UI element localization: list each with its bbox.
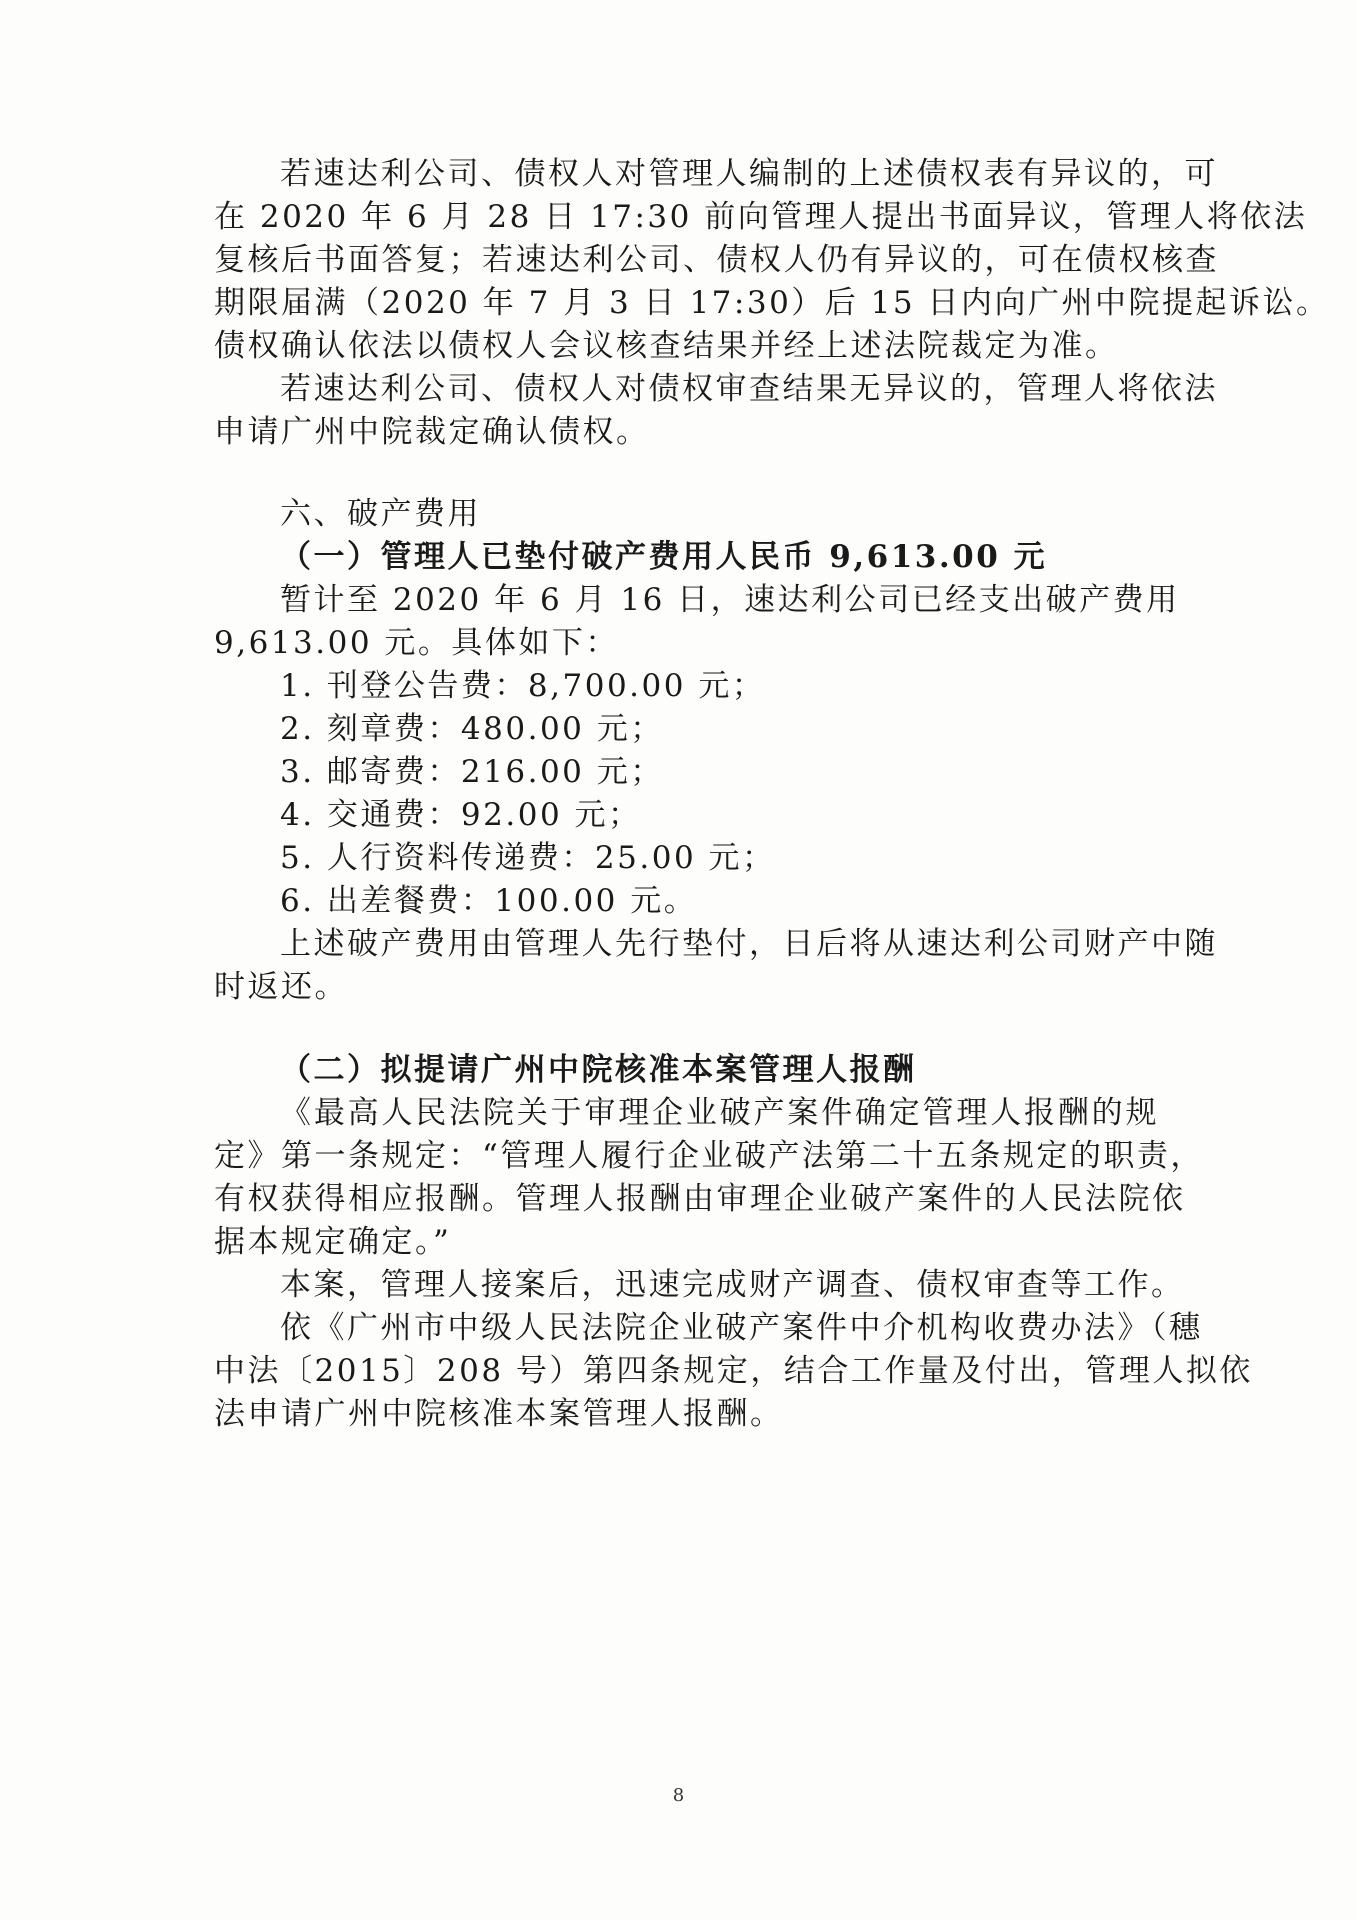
fee-item-bank-data: 5. 人行资料传递费：25.00 元； bbox=[280, 840, 776, 876]
fee-intro-line-2: 9,613.00 元。具体如下： bbox=[214, 625, 619, 661]
fee-item-transport: 4. 交通费：92.00 元； bbox=[280, 797, 642, 833]
objection-paragraph-line-5: 债权确认依法以债权人会议核查结果并经上述法院裁定为准。 bbox=[214, 328, 1119, 364]
advance-paragraph-line-2: 时返还。 bbox=[214, 969, 348, 1005]
objection-paragraph-line-3: 复核后书面答复；若速达利公司、债权人仍有异议的，可在债权核查 bbox=[214, 242, 1219, 278]
regulation-line-1: 《最高人民法院关于审理企业破产案件确定管理人报酬的规 bbox=[280, 1095, 1159, 1131]
work-completed-line: 本案，管理人接案后，迅速完成财产调查、债权审查等工作。 bbox=[280, 1267, 1185, 1303]
fee-basis-line-2: 中法〔2015〕208 号）第四条规定，结合工作量及付出，管理人拟依 bbox=[214, 1353, 1253, 1389]
advance-paragraph-line-1: 上述破产费用由管理人先行垫付，日后将从速达利公司财产中随 bbox=[280, 926, 1218, 962]
no-objection-paragraph-line-2: 申请广州中院裁定确认债权。 bbox=[214, 414, 650, 450]
no-objection-paragraph-line-1: 若速达利公司、债权人对债权审查结果无异议的，管理人将依法 bbox=[280, 371, 1218, 407]
fee-item-postage: 3. 邮寄费：216.00 元； bbox=[280, 754, 664, 790]
section-six-title: 六、破产费用 bbox=[280, 496, 481, 532]
fee-basis-line-1: 依《广州市中级人民法院企业破产案件中介机构收费办法》（穗 bbox=[280, 1310, 1203, 1346]
regulation-line-4: 据本规定确定。” bbox=[214, 1224, 452, 1260]
page-number: 8 bbox=[672, 1785, 685, 1806]
regulation-line-2: 定》第一条规定：“管理人履行企业破产法第二十五条规定的职责， bbox=[214, 1138, 1204, 1174]
objection-paragraph-line-2: 在 2020 年 6 月 28 日 17:30 前向管理人提出书面异议，管理人将依法 bbox=[214, 199, 1308, 235]
objection-paragraph-line-4: 期限届满（2020 年 7 月 3 日 17:30）后 15 日内向广州中院提起诉讼。 bbox=[214, 285, 1330, 321]
fee-item-seal: 2. 刻章费：480.00 元； bbox=[280, 711, 664, 747]
fee-item-travel-meals: 6. 出差餐费：100.00 元。 bbox=[280, 883, 698, 919]
subsection-one-title: （一）管理人已垫付破产费用人民币 9,613.00 元 bbox=[280, 539, 1048, 575]
regulation-line-3: 有权获得相应报酬。管理人报酬由审理企业破产案件的人民法院依 bbox=[214, 1181, 1186, 1217]
fee-basis-line-3: 法申请广州中院核准本案管理人报酬。 bbox=[214, 1396, 784, 1432]
subsection-two-title: （二）拟提请广州中院核准本案管理人报酬 bbox=[280, 1052, 917, 1088]
fee-item-publication: 1. 刊登公告费：8,700.00 元； bbox=[280, 668, 766, 704]
objection-paragraph-line-1: 若速达利公司、债权人对管理人编制的上述债权表有异议的，可 bbox=[280, 156, 1218, 192]
fee-intro-line-1: 暂计至 2020 年 6 月 16 日，速达利公司已经支出破产费用 bbox=[280, 582, 1180, 618]
